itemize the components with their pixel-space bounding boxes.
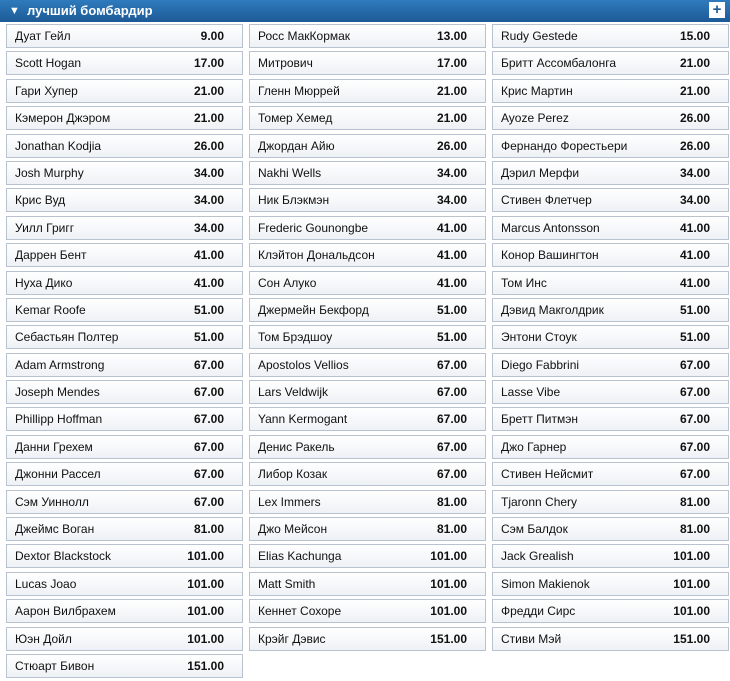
- selection-button[interactable]: [6, 216, 243, 240]
- odds-value: 67.00: [193, 439, 224, 454]
- odds-value: 51.00: [193, 302, 224, 317]
- selection-button[interactable]: [6, 161, 243, 185]
- odds-value: 67.00: [193, 357, 224, 372]
- player-name: Сон Алуко: [258, 275, 317, 290]
- player-name: Стиви Мэй: [501, 631, 562, 646]
- player-name: Юэн Дойл: [15, 631, 72, 646]
- player-name: Бретт Питмэн: [501, 412, 578, 427]
- selection-button[interactable]: [249, 24, 486, 48]
- player-name: Lex Immers: [258, 494, 321, 509]
- odds-value: 41.00: [679, 248, 710, 263]
- selection-button[interactable]: [6, 325, 243, 349]
- odds-value: 101.00: [187, 604, 224, 619]
- odds-value: 34.00: [436, 165, 467, 180]
- player-name: Уилл Григг: [15, 220, 75, 235]
- selection-button[interactable]: [6, 599, 243, 623]
- odds-value: 21.00: [679, 83, 710, 98]
- player-name: Diego Fabbrini: [501, 357, 580, 372]
- odds-value: 67.00: [193, 412, 224, 427]
- selection-button[interactable]: [492, 188, 729, 212]
- odds-value: 67.00: [436, 439, 467, 454]
- player-name: Сэм Уиннолл: [15, 494, 89, 509]
- selection-button[interactable]: [492, 627, 729, 651]
- odds-value: 17.00: [193, 56, 224, 71]
- selection-button[interactable]: [249, 243, 486, 267]
- player-name: Scott Hogan: [15, 56, 82, 71]
- player-name: Marcus Antonsson: [501, 220, 600, 235]
- player-name: Гари Хупер: [15, 83, 78, 98]
- odds-value: 21.00: [193, 83, 224, 98]
- selection-button[interactable]: [492, 243, 729, 267]
- player-name: Аарон Вилбрахем: [15, 604, 116, 619]
- selection-button[interactable]: [6, 627, 243, 651]
- odds-value: 17.00: [436, 56, 467, 71]
- odds-value: 101.00: [430, 549, 467, 564]
- player-name: Дуат Гейл: [15, 29, 71, 43]
- odds-value: 41.00: [436, 220, 467, 235]
- player-name: Гленн Мюррей: [258, 83, 340, 98]
- player-name: Jonathan Kodjia: [15, 138, 102, 153]
- player-name: Джермейн Бекфорд: [258, 302, 369, 317]
- selection-button[interactable]: [6, 517, 243, 541]
- odds-value: 101.00: [187, 549, 224, 564]
- selection-button[interactable]: [6, 51, 243, 75]
- player-name: Либор Козак: [258, 467, 328, 482]
- selection-button[interactable]: [249, 325, 486, 349]
- player-name: Джордан Айю: [258, 138, 335, 153]
- selection-button[interactable]: [249, 216, 486, 240]
- odds-value: 26.00: [679, 138, 710, 153]
- player-name: Том Инс: [501, 275, 547, 290]
- odds-value: 41.00: [679, 275, 710, 290]
- selection-button[interactable]: [6, 24, 243, 48]
- selection-button[interactable]: [492, 407, 729, 431]
- odds-value: 51.00: [436, 330, 467, 345]
- odds-column-3: [492, 24, 729, 654]
- player-name: Энтони Стоук: [501, 330, 577, 345]
- player-name: Росс МакКормак: [258, 29, 351, 43]
- player-name: Нуха Дико: [15, 275, 73, 290]
- odds-value: 67.00: [436, 385, 467, 400]
- player-name: Jack Grealish: [501, 549, 574, 564]
- market-title: лучший бомбардир: [27, 3, 153, 18]
- odds-value: 15.00: [679, 29, 710, 43]
- player-name: Крис Мартин: [501, 83, 573, 98]
- odds-value: 101.00: [673, 549, 710, 564]
- selection-button[interactable]: [6, 572, 243, 596]
- player-name: Стюарт Бивон: [15, 658, 95, 673]
- odds-value: 67.00: [193, 385, 224, 400]
- player-name: Simon Makienok: [501, 576, 590, 591]
- odds-value: 67.00: [436, 412, 467, 427]
- odds-value: 21.00: [679, 56, 710, 71]
- odds-value: 67.00: [193, 467, 224, 482]
- odds-value: 41.00: [193, 275, 224, 290]
- selection-button[interactable]: [492, 353, 729, 377]
- selection-button[interactable]: [249, 462, 486, 486]
- odds-value: 67.00: [679, 439, 710, 454]
- odds-value: 26.00: [193, 138, 224, 153]
- player-name: Кэмерон Джэром: [15, 111, 111, 126]
- selection-button[interactable]: [492, 161, 729, 185]
- player-name: Фредди Сирс: [501, 604, 576, 619]
- selection-button[interactable]: [249, 106, 486, 130]
- odds-value: 41.00: [679, 220, 710, 235]
- selection-button[interactable]: [492, 544, 729, 568]
- selection-button[interactable]: [249, 161, 486, 185]
- selection-button[interactable]: [6, 654, 243, 678]
- odds-value: 26.00: [436, 138, 467, 153]
- player-name: Стивен Нейсмит: [501, 467, 594, 482]
- player-name: Dextor Blackstock: [15, 549, 112, 564]
- selection-button[interactable]: [249, 79, 486, 103]
- selection-button[interactable]: [6, 435, 243, 459]
- player-name: Phillipp Hoffman: [15, 412, 103, 427]
- player-name: Джеймс Воган: [15, 522, 95, 537]
- selection-button[interactable]: [6, 544, 243, 568]
- odds-value: 34.00: [679, 165, 710, 180]
- player-name: Сэм Балдок: [501, 522, 568, 537]
- selection-button[interactable]: [6, 243, 243, 267]
- odds-value: 101.00: [673, 576, 710, 591]
- odds-value: 67.00: [679, 467, 710, 482]
- odds-value: 21.00: [436, 83, 467, 98]
- selection-button[interactable]: [249, 407, 486, 431]
- player-name: Томер Хемед: [258, 111, 333, 126]
- player-name: Kemar Roofe: [15, 302, 86, 317]
- player-name: Lasse Vibe: [501, 385, 561, 400]
- odds-value: 41.00: [436, 248, 467, 263]
- player-name: Ник Блэкмэн: [258, 193, 330, 208]
- player-name: Lucas Joao: [15, 576, 77, 591]
- selection-button[interactable]: [492, 271, 729, 295]
- odds-column-1: [6, 24, 243, 681]
- odds-value: 81.00: [679, 522, 710, 537]
- selection-button[interactable]: [249, 271, 486, 295]
- odds-value: 21.00: [193, 111, 224, 126]
- player-name: Tjaronn Chery: [501, 494, 578, 509]
- player-name: Lars Veldwijk: [258, 385, 329, 400]
- selection-button[interactable]: [492, 325, 729, 349]
- selection-button[interactable]: [492, 490, 729, 514]
- player-name: Rudy Gestede: [501, 29, 578, 43]
- selection-button[interactable]: [249, 188, 486, 212]
- odds-value: 67.00: [436, 467, 467, 482]
- selection-button[interactable]: [492, 517, 729, 541]
- odds-value: 34.00: [193, 220, 224, 235]
- player-name: Крис Вуд: [15, 193, 66, 208]
- player-name: Митрович: [258, 56, 313, 71]
- player-name: Josh Murphy: [15, 165, 84, 180]
- odds-value: 101.00: [673, 604, 710, 619]
- odds-value: 81.00: [193, 522, 224, 537]
- selection-button[interactable]: [249, 51, 486, 75]
- selection-button[interactable]: [249, 435, 486, 459]
- player-name: Данни Грехем: [15, 439, 93, 454]
- selection-button[interactable]: [6, 134, 243, 158]
- selection-button[interactable]: [249, 517, 486, 541]
- selection-button[interactable]: [249, 544, 486, 568]
- odds-value: 41.00: [193, 248, 224, 263]
- selection-button[interactable]: [6, 462, 243, 486]
- selection-button[interactable]: [6, 271, 243, 295]
- player-name: Adam Armstrong: [15, 357, 105, 372]
- selection-button[interactable]: [492, 298, 729, 322]
- odds-value: 101.00: [430, 604, 467, 619]
- player-name: Стивен Флетчер: [501, 193, 592, 208]
- odds-value: 34.00: [193, 193, 224, 208]
- odds-value: 67.00: [679, 412, 710, 427]
- selection-button[interactable]: [492, 134, 729, 158]
- player-name: Том Брэдшоу: [258, 330, 333, 345]
- selection-button[interactable]: [6, 353, 243, 377]
- selection-button[interactable]: [492, 435, 729, 459]
- player-name: Денис Ракель: [258, 439, 335, 454]
- selection-button[interactable]: [249, 490, 486, 514]
- market-header[interactable]: [0, 0, 730, 22]
- selection-button[interactable]: [6, 79, 243, 103]
- selection-button[interactable]: [249, 353, 486, 377]
- selection-button[interactable]: [6, 106, 243, 130]
- player-name: Дэрил Мерфи: [501, 165, 580, 180]
- player-name: Бритт Ассомбалонга: [501, 56, 617, 71]
- odds-value: 21.00: [436, 111, 467, 126]
- odds-value: 101.00: [187, 631, 224, 646]
- player-name: Matt Smith: [258, 576, 316, 591]
- selection-button[interactable]: [492, 380, 729, 404]
- odds-value: 34.00: [193, 165, 224, 180]
- player-name: Кеннет Сохоре: [258, 604, 342, 619]
- selection-button[interactable]: [249, 380, 486, 404]
- selection-button[interactable]: [492, 24, 729, 48]
- player-name: Фернандо Форестьери: [501, 138, 628, 153]
- player-name: Даррен Бент: [15, 248, 87, 263]
- odds-value: 51.00: [436, 302, 467, 317]
- selection-button[interactable]: [492, 599, 729, 623]
- odds-value: 41.00: [436, 275, 467, 290]
- odds-value: 67.00: [679, 385, 710, 400]
- selection-button[interactable]: [249, 599, 486, 623]
- selection-button[interactable]: [6, 380, 243, 404]
- player-name: Дэвид Макголдрик: [501, 302, 604, 317]
- selection-button[interactable]: [6, 188, 243, 212]
- player-name: Джонни Рассел: [15, 467, 101, 482]
- odds-value: 51.00: [679, 302, 710, 317]
- selection-button[interactable]: [249, 627, 486, 651]
- selection-button[interactable]: [492, 572, 729, 596]
- plus-icon[interactable]: +: [709, 2, 725, 18]
- player-name: Себастьян Полтер: [15, 330, 119, 345]
- odds-value: 81.00: [679, 494, 710, 509]
- player-name: Nakhi Wells: [258, 165, 322, 180]
- player-name: Джо Мейсон: [258, 522, 328, 537]
- odds-value: 81.00: [436, 522, 467, 537]
- odds-value: 67.00: [679, 357, 710, 372]
- player-name: Ayoze Perez: [501, 111, 569, 126]
- player-name: Elias Kachunga: [258, 549, 342, 564]
- selection-button[interactable]: [6, 407, 243, 431]
- odds-value: 34.00: [679, 193, 710, 208]
- selection-button[interactable]: [492, 216, 729, 240]
- player-name: Крэйг Дэвис: [258, 631, 326, 646]
- selection-button[interactable]: [6, 490, 243, 514]
- triangle-down-icon[interactable]: ▼: [9, 5, 20, 17]
- selection-button[interactable]: [249, 134, 486, 158]
- player-name: Конор Вашингтон: [501, 248, 599, 263]
- odds-value: 67.00: [436, 357, 467, 372]
- odds-value: 151.00: [673, 631, 710, 646]
- odds-value: 151.00: [430, 631, 467, 646]
- selection-button[interactable]: [249, 572, 486, 596]
- player-name: Frederic Gounongbe: [258, 220, 369, 235]
- player-name: Joseph Mendes: [15, 385, 100, 400]
- selection-button[interactable]: [492, 106, 729, 130]
- odds-value: 34.00: [436, 193, 467, 208]
- odds-value: 51.00: [679, 330, 710, 345]
- odds-value: 26.00: [679, 111, 710, 126]
- odds-value: 151.00: [187, 658, 224, 673]
- odds-value: 51.00: [193, 330, 224, 345]
- selection-button[interactable]: [492, 51, 729, 75]
- selection-button[interactable]: [6, 298, 243, 322]
- odds-value: 67.00: [193, 494, 224, 509]
- selection-button[interactable]: [249, 298, 486, 322]
- selection-button[interactable]: [492, 462, 729, 486]
- odds-value: 101.00: [187, 576, 224, 591]
- odds-value: 81.00: [436, 494, 467, 509]
- odds-value: 9.00: [200, 29, 224, 43]
- selection-button[interactable]: [492, 79, 729, 103]
- player-name: Yann Kermogant: [258, 412, 348, 427]
- player-name: Apostolos Vellios: [258, 357, 349, 372]
- player-name: Джо Гарнер: [501, 439, 567, 454]
- odds-value: 101.00: [430, 576, 467, 591]
- odds-value: 13.00: [436, 29, 467, 43]
- player-name: Клэйтон Дональдсон: [258, 248, 375, 263]
- odds-column-2: [249, 24, 486, 654]
